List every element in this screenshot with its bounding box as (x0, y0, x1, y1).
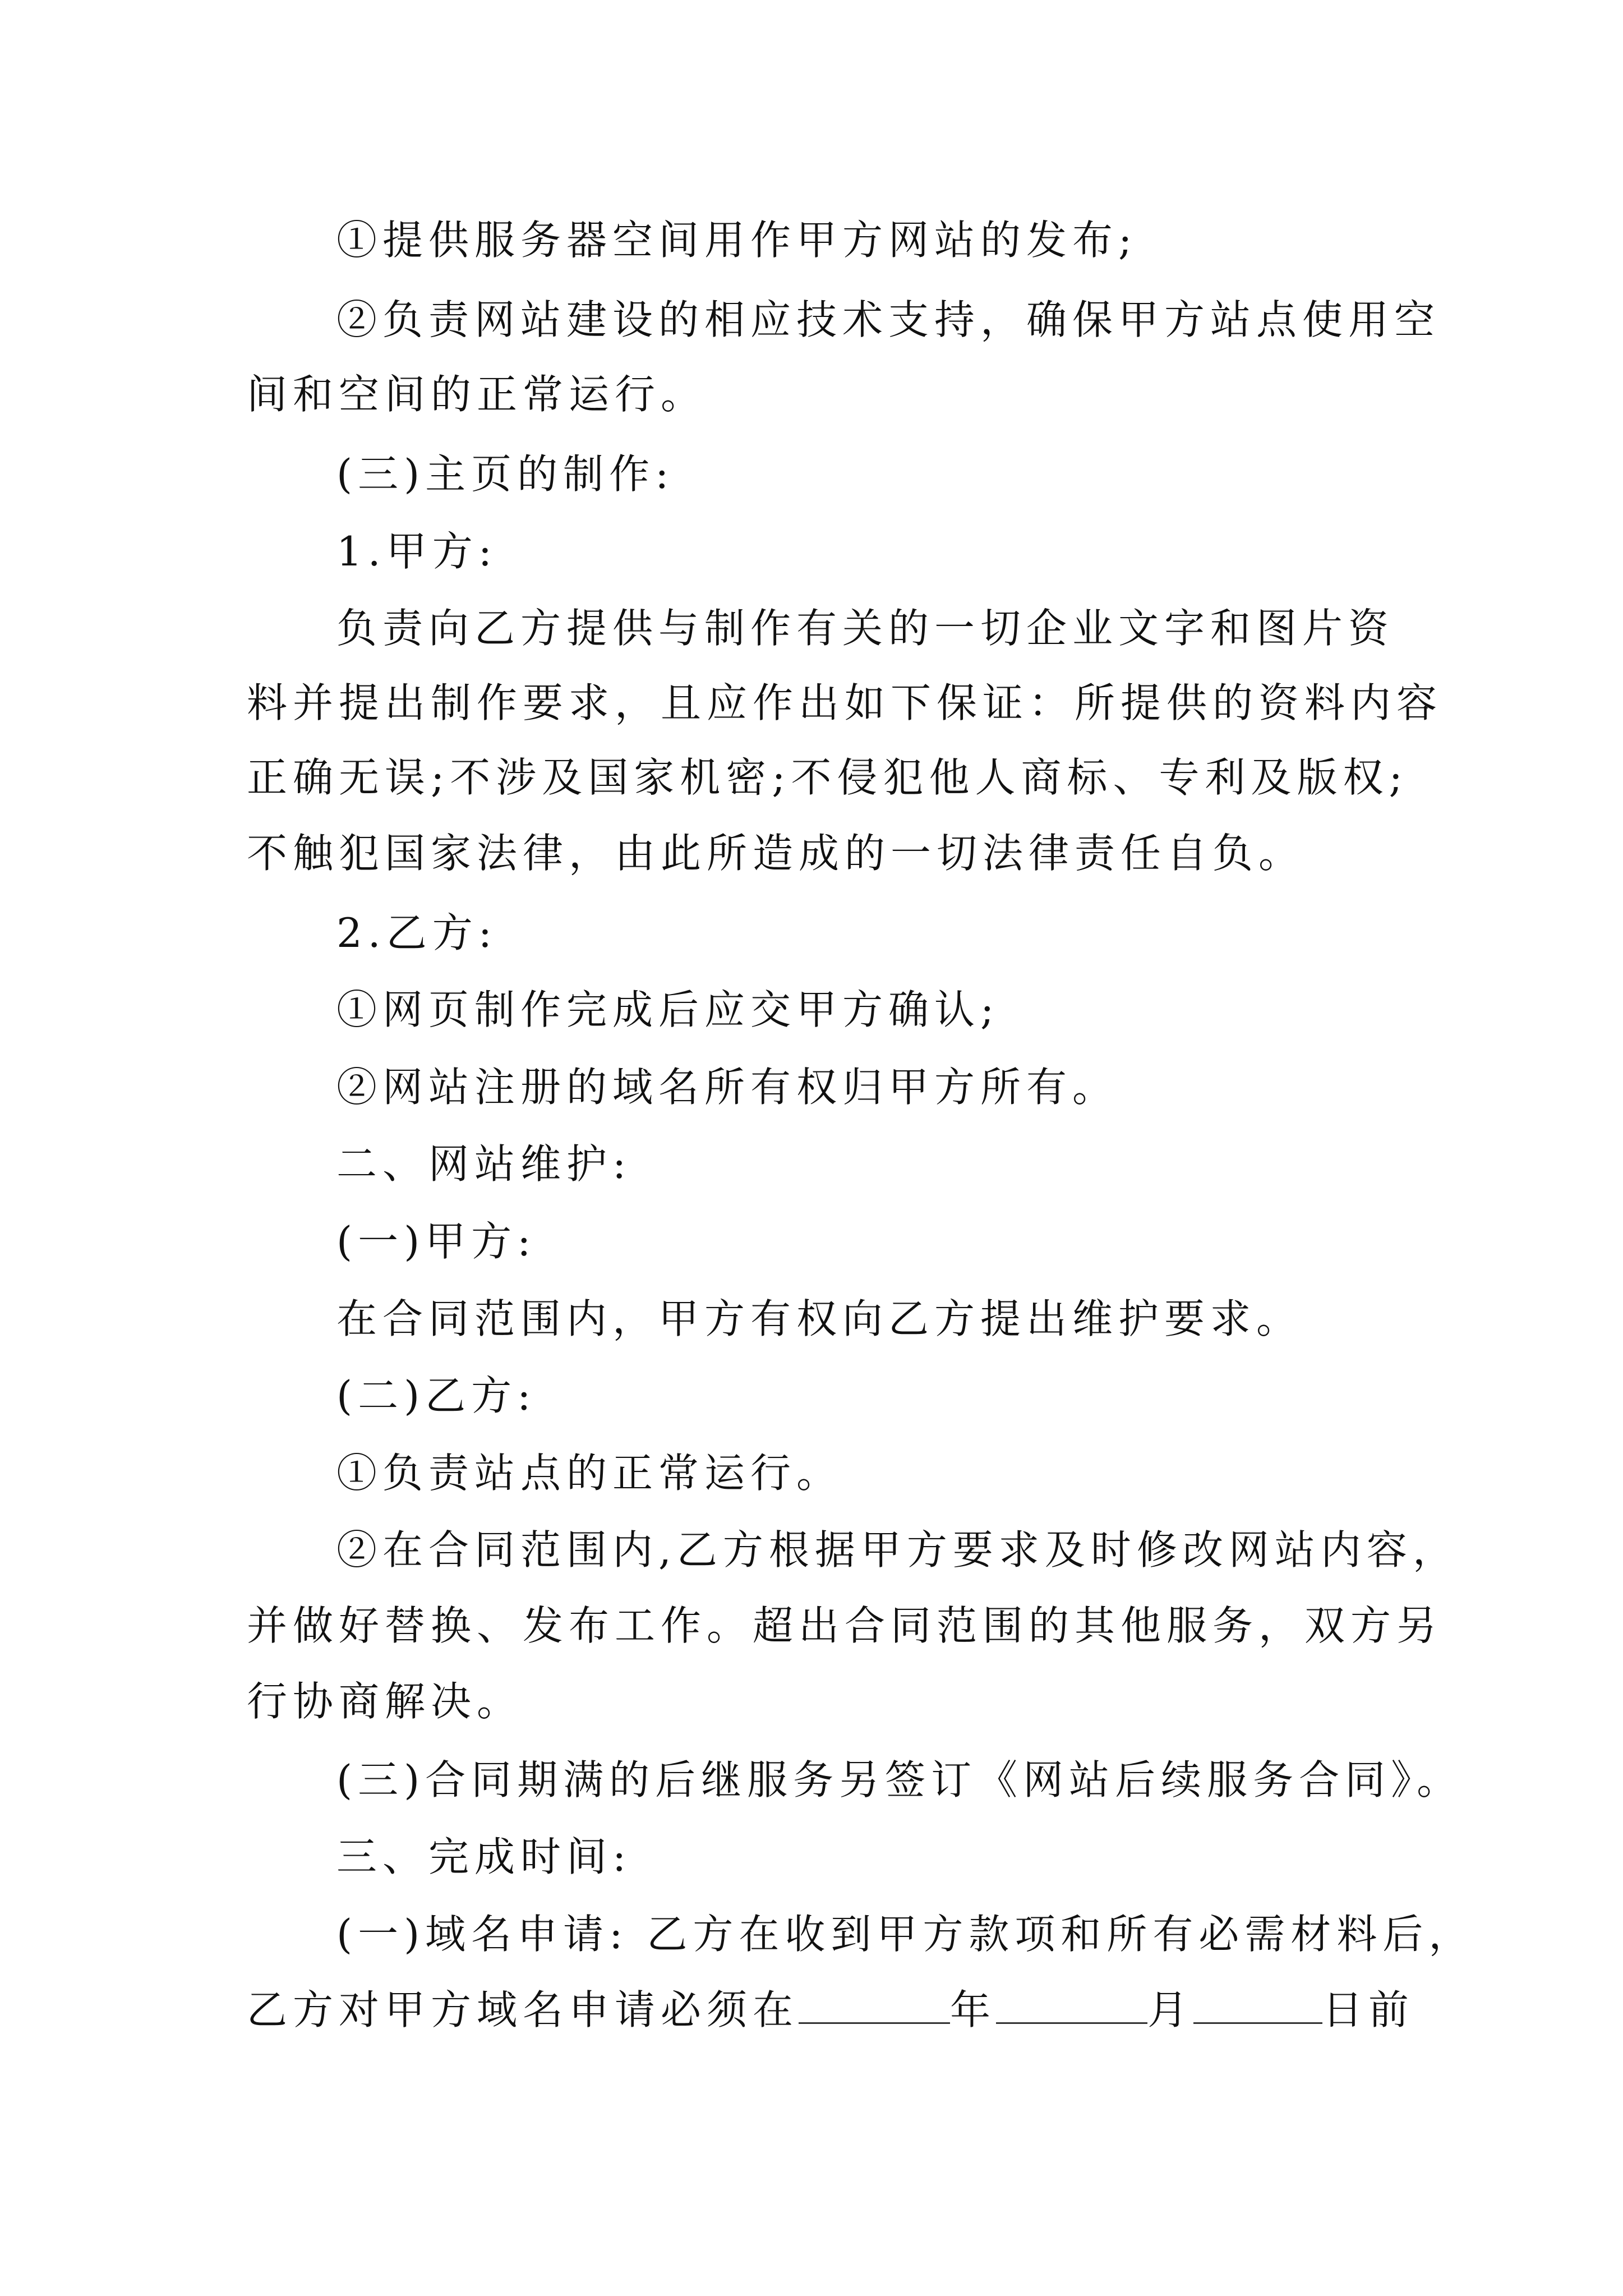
section-heading: 二、网站维护: (336, 1140, 632, 1188)
paragraph-line-with-blanks (247, 1983, 1415, 2037)
day-label: 日前 (1322, 1986, 1415, 2033)
year-label: 年 (950, 1986, 997, 2033)
subsection-heading: 1.甲方: (336, 528, 497, 575)
paragraph-line: ②在合同范围内,乙方根据甲方要求及时修改网站内容， (336, 1526, 1459, 1573)
paragraph-line: 负责向乙方提供与制作有关的一切企业文字和图片资 (336, 605, 1395, 652)
paragraph-line: ①提供服务器空间用作甲方网站的发布; (336, 217, 1138, 264)
paragraph-line: ②网站注册的域名所有权归甲方所有。 (336, 1064, 1119, 1111)
paragraph-line: (一)域名申请: 乙方在收到甲方款项和所有必需材料后， (336, 1911, 1475, 1958)
day-blank (1193, 1983, 1322, 2024)
paragraph-line: ①负责站点的正常运行。 (336, 1450, 843, 1497)
year-blank (799, 1983, 950, 2024)
subsection-heading: (一)甲方: (336, 1218, 537, 1265)
paragraph-line: ①网页制作完成后应交甲方确认; (336, 986, 1000, 1033)
section-heading: 三、完成时间: (336, 1833, 632, 1880)
paragraph-line: 间和空间的正常运行。 (247, 371, 707, 418)
paragraph-line: 不触犯国家法律，由此所造成的一切法律责任自负。 (247, 830, 1305, 877)
line-prefix: 乙方对甲方域名申请必须在 (247, 1986, 799, 2033)
paragraph-line: ②负责网站建设的相应技术支持，确保甲方站点使用空 (336, 296, 1441, 343)
section-heading: (三)主页的制作: (336, 450, 675, 498)
month-blank (996, 1983, 1147, 2024)
subsection-heading: 2.乙方: (336, 909, 497, 956)
subsection-heading: (二)乙方: (336, 1372, 537, 1419)
month-label: 月 (1147, 1986, 1194, 2033)
paragraph-line: (三)合同期满的后继服务另签订《网站后续服务合同》。 (336, 1756, 1463, 1803)
paragraph-line: 正确无误;不涉及国家机密;不侵犯他人商标、专利及版权; (247, 754, 1408, 801)
paragraph-line: 并做好替换、发布工作。超出合同范围的其他服务，双方另 (247, 1602, 1443, 1649)
paragraph-line: 在合同范围内，甲方有权向乙方提出维护要求。 (336, 1295, 1303, 1342)
paragraph-line: 行协商解决。 (247, 1678, 523, 1725)
paragraph-line: 料并提出制作要求，且应作出如下保证：所提供的资料内容 (247, 679, 1443, 726)
